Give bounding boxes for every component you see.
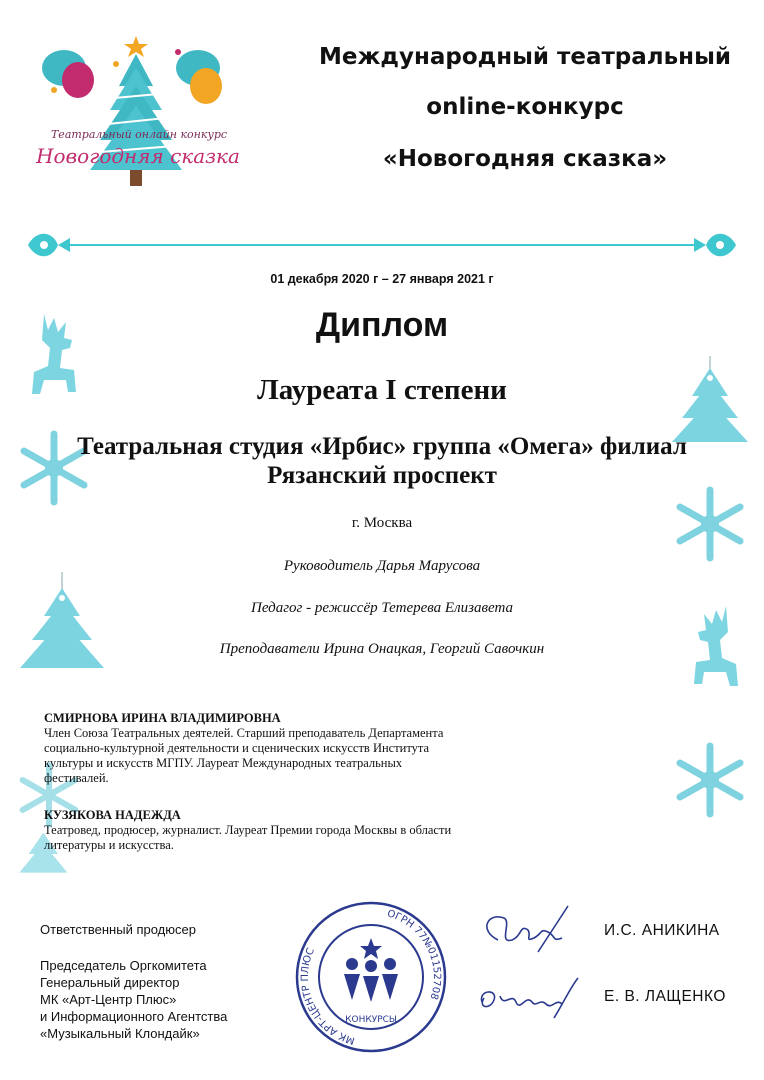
jury-bio-line: культуры и искусств МГПУ. Лауреат Международных театральных: [44, 756, 403, 770]
chair-line: «Музыкальный Клондайк»: [40, 1026, 200, 1041]
signature-2-icon: [470, 968, 590, 1028]
jury-bio-line: литературы и искусства.: [44, 838, 174, 852]
jury-member-2: [44, 808, 524, 853]
contest-logo: [28, 28, 248, 208]
jury-bio-line: Член Союза Театральных деятелей. Старший преподаватель Департамента: [44, 726, 444, 740]
christmas-tree-logo-icon: [28, 28, 248, 208]
contest-dates: 01 декабря 2020 г – 27 января 2021 г: [270, 272, 494, 286]
ornament-divider: [0, 220, 764, 270]
signer-1-name: И.С. АНИКИНА: [604, 922, 720, 939]
organization-stamp: [294, 900, 448, 1054]
stamp-left-text: МК АРТ-ЦЕНТР ПЛЮС: [299, 946, 357, 1046]
jury-bio-line: фестивалей.: [44, 771, 109, 785]
award-degree: Лауреата I степени: [257, 374, 507, 406]
logo-caption-top: Театральный онлайн конкурс: [50, 128, 228, 141]
participant-line2: Рязанский проспект: [267, 462, 497, 489]
chair-line: Генеральный директор: [40, 975, 180, 990]
stamp-right-text: ОГРН 77№01152708: [385, 908, 443, 1001]
contest-title-line1: Международный театральный: [319, 44, 731, 70]
snowflake-bottom-right-icon: [670, 740, 750, 820]
chair-info: [40, 957, 227, 1042]
chair-line: МК «Арт-Центр Плюс»: [40, 992, 177, 1007]
participant-line1: Театральная студия «Ирбис» группа «Омега» филиал: [77, 433, 687, 460]
jury-bio-line: социально-культурной деятельности и сценических искусств Института: [44, 741, 430, 755]
signer-2-name: Е. В. ЛАЩЕНКО: [604, 988, 726, 1005]
producer-label: Ответственный продюсер: [40, 922, 196, 937]
jury-bio-line: Театровед, продюсер, журналист. Лауреат Премии города Москвы в области: [44, 823, 452, 837]
city: г. Москва: [351, 515, 413, 531]
signature-1-icon: [468, 900, 588, 960]
leader: Руководитель Дарья Марусова: [283, 558, 481, 574]
contest-title-line3: «Новогодняя сказка»: [382, 146, 668, 172]
jury-member-1: [44, 711, 524, 786]
chair-line: Председатель Оргкомитета: [40, 958, 207, 973]
contest-title-line2: online-конкурс: [426, 94, 624, 120]
diploma-title: Диплом: [315, 306, 449, 344]
instructors: Преподаватели Ирина Онацкая, Георгий Савочкин: [219, 641, 545, 657]
participant-name: [30, 432, 734, 490]
teacher: Педагог - режиссёр Тетерева Елизавета: [251, 600, 513, 616]
stamp-bottom-text: КОНКУРСЫ: [345, 1015, 397, 1025]
chair-line: и Информационного Агентства: [40, 1009, 228, 1024]
logo-caption-main: Новогодняя сказка: [36, 144, 240, 168]
jury-name: КУЗЯКОВА НАДЕЖДА: [44, 808, 181, 822]
tree-ornament-left-icon: [18, 572, 108, 682]
jury-name: СМИРНОВА ИРИНА ВЛАДИМИРОВНА: [44, 711, 281, 725]
